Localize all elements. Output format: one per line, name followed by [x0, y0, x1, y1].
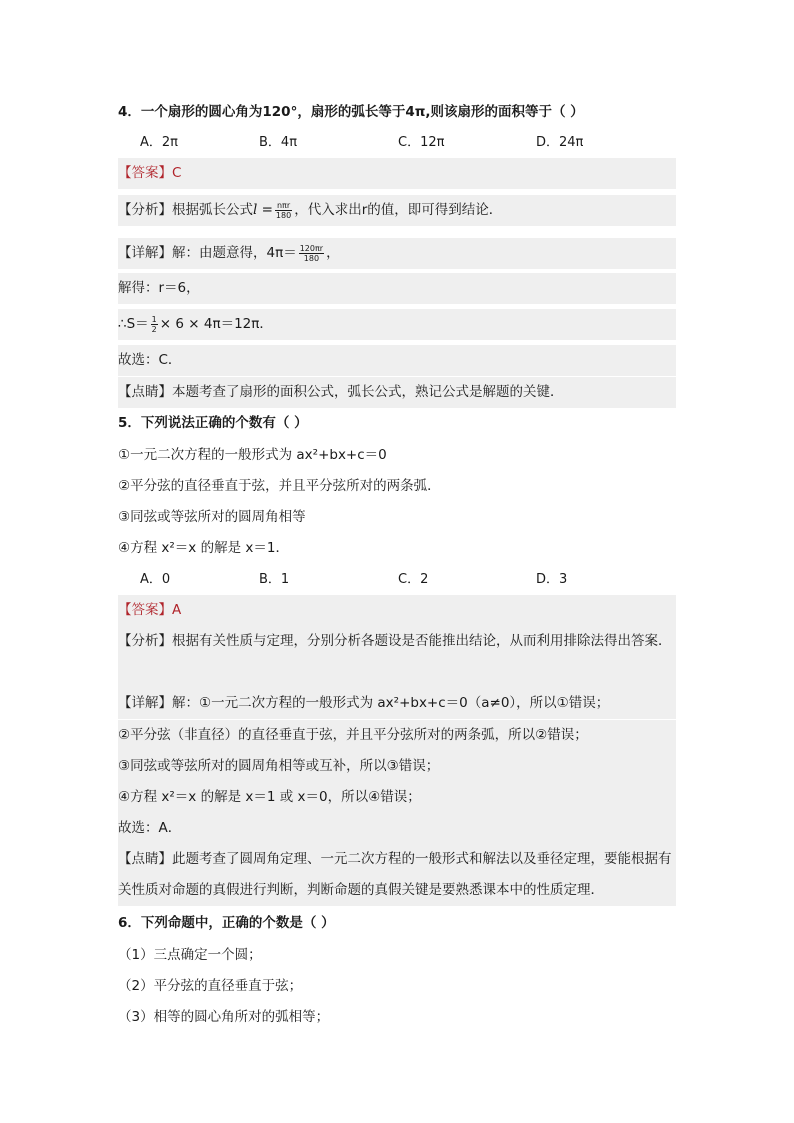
q4-analysis-pre: 【分析】根据弧长公式: [118, 202, 253, 218]
q5-analysis: 【分析】根据有关性质与定理，分别分析各题设是否能推出结论，从而利用排除法得出答案．: [118, 626, 676, 688]
q5-statement-1: ①一元二次方程的一般形式为 ax²+bx+c＝0: [118, 447, 387, 463]
q5-statement-3: ③同弦或等弦所对的圆周角相等: [118, 509, 306, 525]
q4-analysis: [118, 195, 676, 226]
q6-statement-2: （2）平分弦的直径垂直于弦；: [118, 978, 303, 994]
q5-detail-1: 【详解】解：①一元二次方程的一般形式为 ax²+bx+c＝0（a≠0），所以①错误；: [118, 688, 676, 719]
q5-option-b: B．1: [259, 572, 290, 587]
q4-answer: 【答案】C: [118, 158, 676, 189]
q4-step2: [118, 309, 676, 340]
q5-options: [118, 564, 676, 595]
q4-option-b: B．4π: [259, 135, 298, 150]
q6-stem: 6．下列命题中，正确的个数是（ ）: [118, 915, 335, 931]
q4-detail-numerator: 120πr: [299, 243, 324, 253]
q4-option-a: A．2π: [140, 135, 178, 150]
q4-analysis-denominator: 180: [275, 210, 292, 220]
q4-analysis-post: ，代入求出r的值，即可得到结论．: [294, 202, 503, 218]
q4-step1: 解得：r＝6，: [118, 273, 676, 304]
q5-answer: 【答案】A: [118, 595, 676, 626]
q5-statement-4: ④方程 x²＝x 的解是 x＝1．: [118, 540, 289, 556]
q5-choose: 故选：A．: [118, 813, 676, 844]
q4-comment: 【点睛】本题考查了扇形的面积公式，弧长公式，熟记公式是解题的关键．: [118, 377, 676, 408]
q4-step2-post: × 6 × 4π＝12π．: [159, 316, 273, 332]
q4-step2-fraction: [151, 315, 158, 334]
q4-step2-numerator: 1: [151, 314, 157, 324]
q4-step2-denominator: 2: [151, 324, 157, 334]
q4-analysis-fraction: [275, 201, 292, 220]
q5-detail-4: ④方程 x²＝x 的解是 x＝1 或 x＝0，所以④错误；: [118, 782, 676, 813]
q4-detail: [118, 238, 676, 269]
q4-options: [118, 127, 676, 158]
q5-stem: 5．下列说法正确的个数有（ ）: [118, 415, 308, 431]
q4-detail-fraction: [299, 244, 324, 263]
q4-option-c: C．12π: [398, 135, 445, 150]
q5-option-c: C．2: [398, 572, 429, 587]
q5-detail-2: ②平分弦（非直径）的直径垂直于弦，并且平分弦所对的两条弧，所以②错误；: [118, 720, 676, 751]
q4-choose: 故选：C．: [118, 345, 676, 376]
q5-detail-3: ③同弦或等弦所对的圆周角相等或互补，所以③错误；: [118, 751, 676, 782]
q5-option-d: D．3: [536, 572, 568, 587]
q4-step2-pre: ∴S＝: [118, 316, 149, 332]
q5-option-a: A．0: [140, 572, 171, 587]
q4-stem: 4．一个扇形的圆心角为120°，扇形的弧长等于4π,则该扇形的面积等于（ ）: [118, 104, 584, 120]
q4-option-d: D．24π: [536, 135, 584, 150]
q4-detail-pre: 【详解】解：由题意得，4π＝: [118, 245, 297, 261]
q6-statement-3: （3）相等的圆心角所对的弧相等；: [118, 1009, 330, 1025]
q4-detail-post: ，: [326, 245, 340, 261]
q4-analysis-formula-l: l =: [253, 202, 273, 218]
q4-analysis-numerator: nπr: [275, 201, 292, 211]
q6-statement-1: （1）三点确定一个圆；: [118, 947, 262, 963]
q5-statement-2: ②平分弦的直径垂直于弦，并且平分弦所对的两条弧．: [118, 478, 441, 494]
q4-detail-denominator: 180: [303, 253, 320, 263]
q5-comment: 【点睛】此题考查了圆周角定理、一元二次方程的一般形式和解法以及垂径定理，要能根据有关性质对命题的真假进行判断，判断命题的真假关键是要熟悉课本中的性质定理．: [118, 844, 676, 906]
